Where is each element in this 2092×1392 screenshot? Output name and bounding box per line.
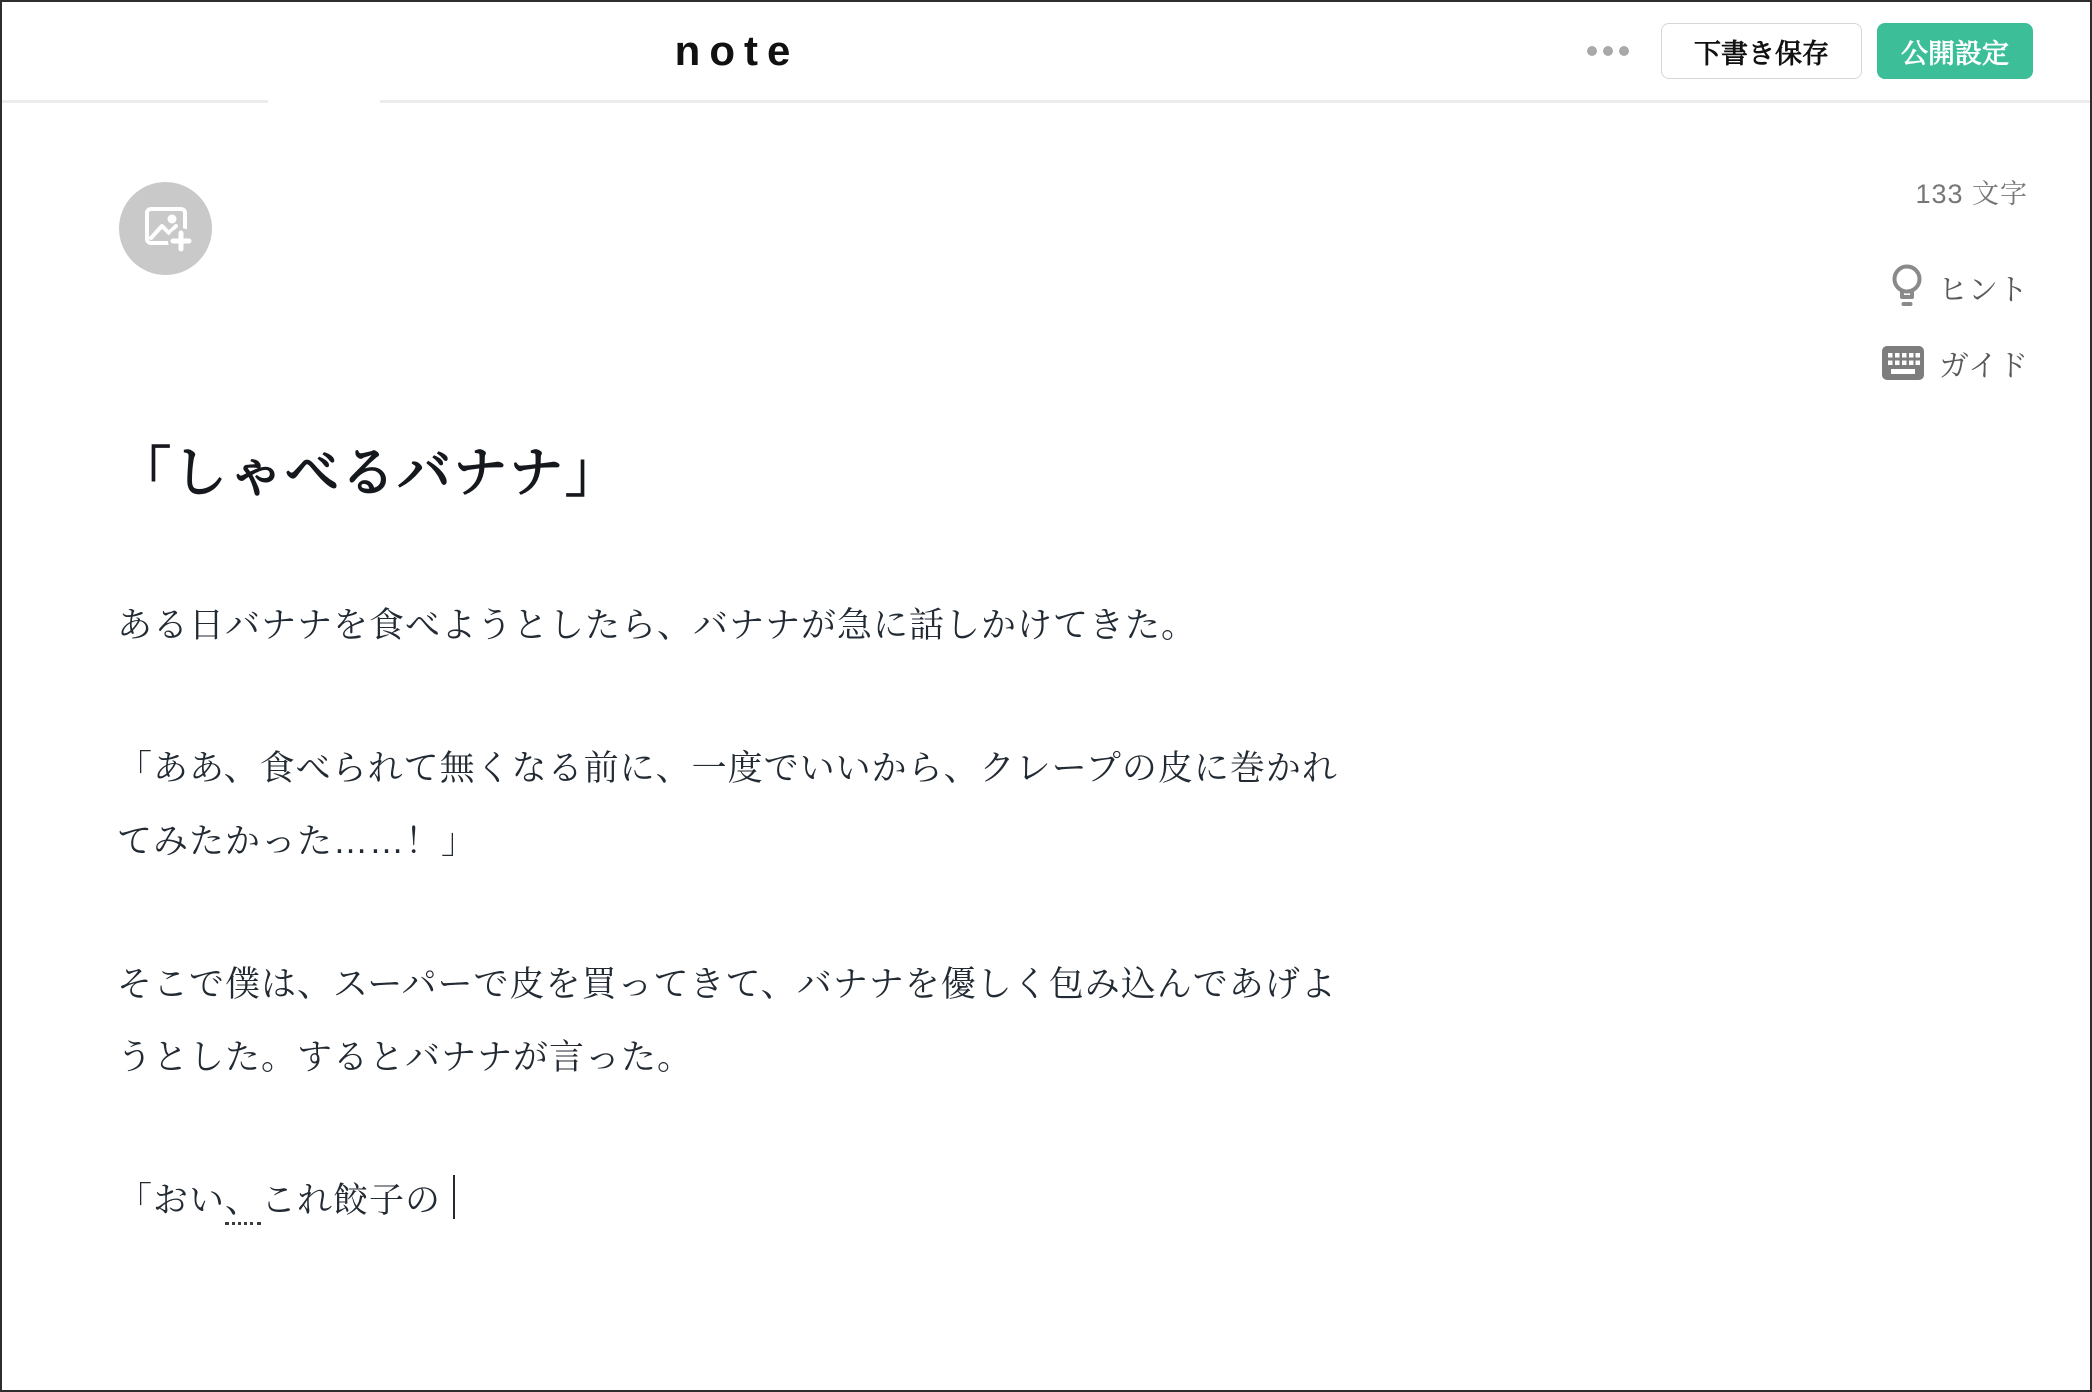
guide-label: ガイド [1938,350,2028,383]
header-actions [1585,2,2033,100]
paragraph-line: うとした。するとバナナが言った。 [117,1038,694,1077]
image-plus-icon [140,200,192,257]
paragraph-line: 「ああ、食べられて無くなる前に、一度でいいから、クレープの皮に巻かれ [117,749,1338,788]
paragraph-line: てみたかった……！」 [117,822,478,861]
article-editor [117,439,1377,1307]
add-header-image-button[interactable] [119,182,212,275]
article-body-field[interactable] [117,589,1377,1237]
paragraph-line: ある日バナナを食べようとしたら、バナナが急に話しかけてきた。 [117,606,1198,645]
guide-button[interactable] [1881,341,2028,385]
paragraph-current[interactable] [117,1164,1377,1237]
editor-header [2,2,2090,103]
paragraph-text: 「おい [117,1181,226,1220]
keyboard-icon [1881,345,1925,381]
paragraph[interactable] [117,589,1377,662]
hint-button[interactable] [1890,263,2028,311]
spellcheck-underlined-text: 、 [225,1181,261,1225]
lightbulb-icon [1890,263,1924,311]
ellipsis-icon [1619,46,1629,56]
article-title-field[interactable]: 「しゃべるバナナ」 [117,443,621,503]
ellipsis-icon [1603,46,1613,56]
header-border-gap [268,100,380,103]
character-count: 133 文字 [1915,179,2028,209]
note-logo[interactable]: note [674,27,800,74]
editor-meta-panel [1881,172,2028,415]
paragraph[interactable] [117,732,1377,878]
paragraph-text: これ餃子の [261,1181,442,1220]
header-button-group [1661,23,2033,79]
hint-label: ヒント [1938,274,2028,307]
publish-settings-button[interactable]: 公開設定 [1877,23,2033,79]
ellipsis-icon [1587,46,1597,56]
save-draft-button[interactable]: 下書き保存 [1661,23,1862,79]
text-cursor [453,1175,455,1219]
more-menu-button[interactable] [1585,40,1631,62]
paragraph-line: そこで僕は、スーパーで皮を買ってきて、バナナを優しく包み込んであげよ [117,965,1337,1004]
paragraph[interactable] [117,948,1377,1094]
